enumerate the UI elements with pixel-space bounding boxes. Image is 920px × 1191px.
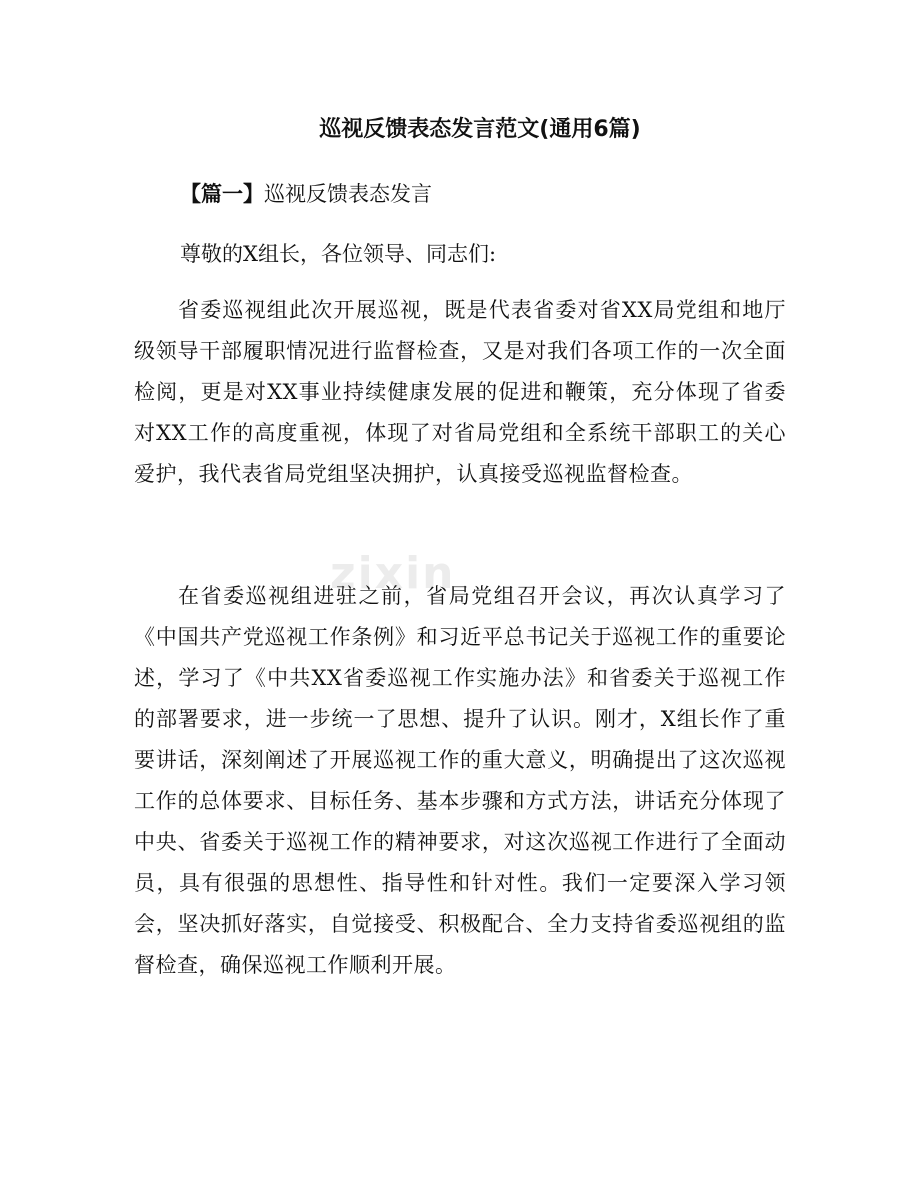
- body-paragraph-1: 省委巡视组此次开展巡视，既是代表省委对省XX局党组和地厅级领导干部履职情况进行监督检查，又是对我们各项工作的一次全面检阅，更是对XX事业持续健康发展的促进和鞭策，充分体现了省委对XX工作的高度重视，体现了对省局党组和全系统干部职工的关心爱护，我代表省局党组坚决拥护，认真接受巡视监督检查。: [134, 298, 786, 486]
- salutation: 尊敬的X组长，各位领导、同志们:: [180, 242, 497, 266]
- document-title: 巡视反馈表态发言范文(通用6篇): [319, 117, 641, 142]
- section-label: 【篇一】: [180, 181, 264, 206]
- watermark-text: zixin: [330, 548, 456, 599]
- body-paragraph-2: 在省委巡视组进驻之前，省局党组召开会议，再次认真学习了《中国共产党巡视工作条例》和习近平总书记关于巡视工作的重要论述，学习了《中共XX省委巡视工作实施办法》和省委关于巡视工作的部署要求，进一步统一了思想、提升了认识。刚才，X组长作了重要讲话，深刻阐述了开展巡视工作的重大意义，明确提出了这次巡视工作的总体要求、目标任务、基本步骤和方式方法，讲话充分体现了中央、省委关于巡视工作的精神要求，对这次巡视工作进行了全面动员，具有很强的思想性、指导性和针对性。我们一定要深入学习领会，坚决抓好落实，自觉接受、积极配合、全力支持省委巡视组的监督检查，确保巡视工作顺利开展。: [134, 584, 786, 977]
- section-heading: [180, 176, 432, 212]
- section-title: 巡视反馈表态发言: [264, 182, 432, 206]
